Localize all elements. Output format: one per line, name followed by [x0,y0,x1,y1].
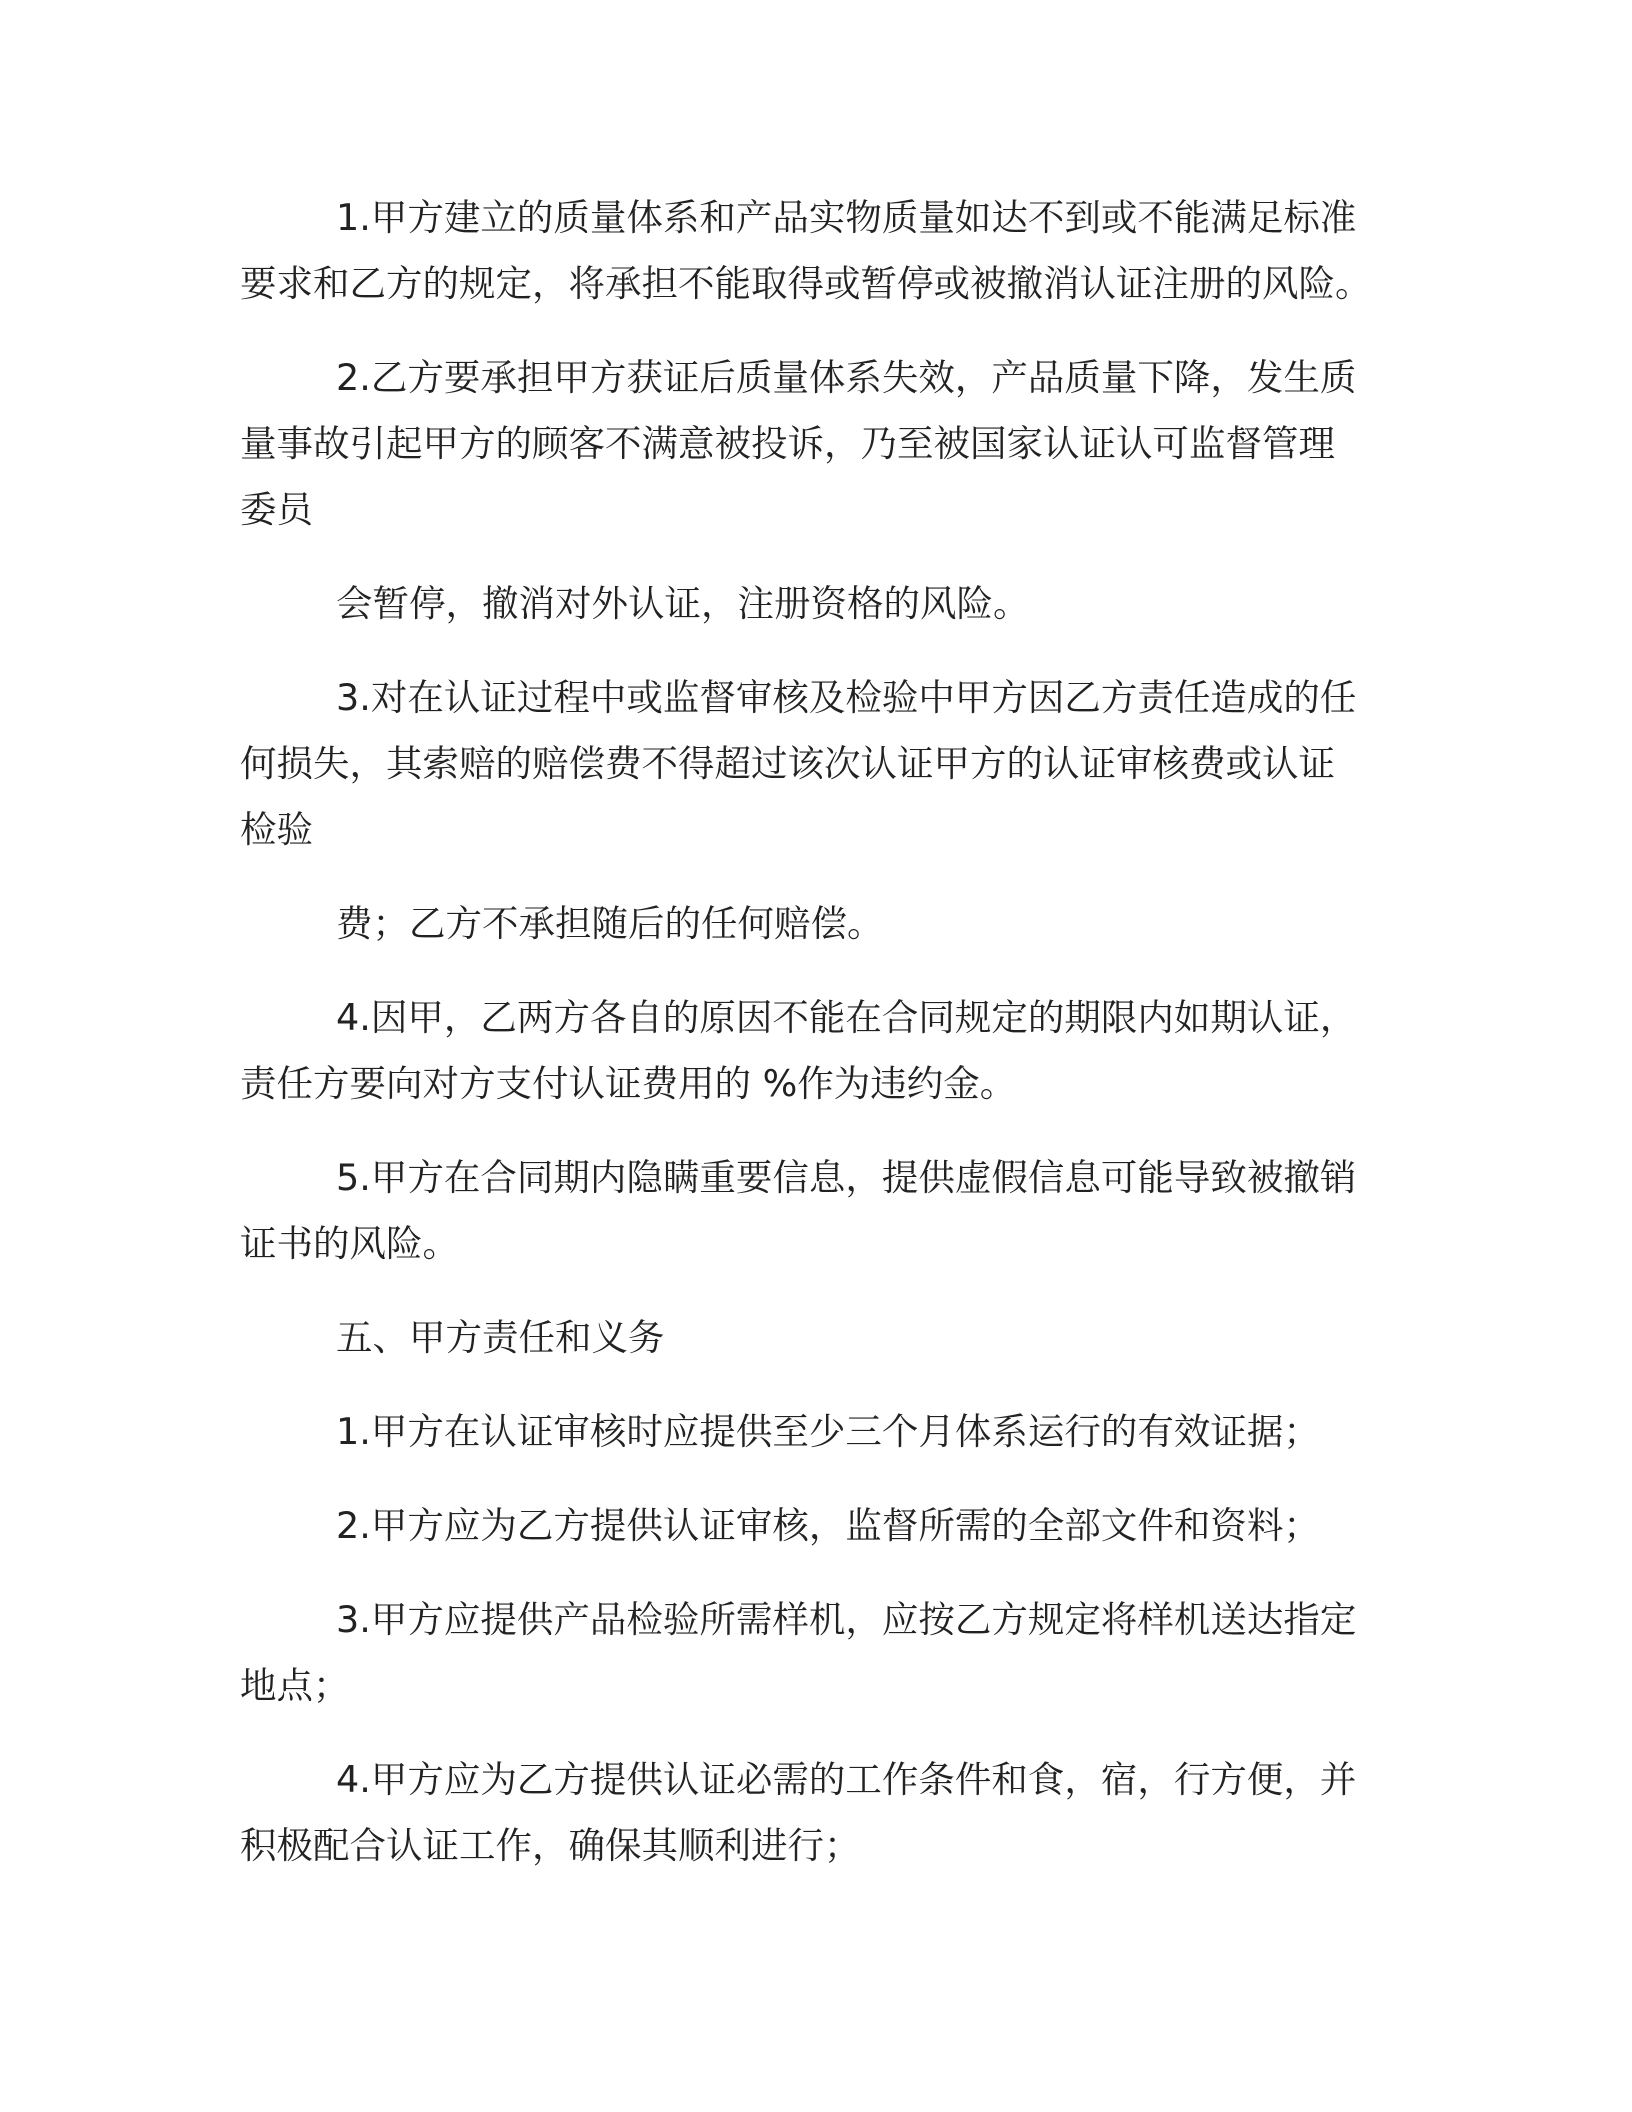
text-line-5: 委员 [240,488,313,531]
text-line-8: 何损失，其索赔的赔偿费不得超过该次认证甲方的认证审核费或认证 [240,742,1335,785]
text-line-19: 地点； [240,1664,350,1707]
text-line-12: 责任方要向对方支付认证费用的 %作为违约金。 [240,1062,1017,1105]
text-line-4: 量事故引起甲方的顾客不满意被投诉，乃至被国家认证认可监督管理 [240,422,1335,465]
text-line-20: 4.甲方应为乙方提供认证必需的工作条件和食，宿，行方便，并 [336,1758,1357,1801]
text-line-3: 2.乙方要承担甲方获证后质量体系失效，产品质量下降，发生质 [336,356,1357,399]
text-line-10: 费；乙方不承担随后的任何赔偿。 [336,902,884,945]
text-line-6: 会暂停，撤消对外认证，注册资格的风险。 [336,582,1030,625]
text-line-1: 1.甲方建立的质量体系和产品实物质量如达不到或不能满足标准 [336,196,1357,239]
section-heading: 五、甲方责任和义务 [336,1316,665,1359]
text-line-14: 证书的风险。 [240,1222,459,1265]
text-line-17: 2.甲方应为乙方提供认证审核，监督所需的全部文件和资料； [336,1504,1320,1547]
text-line-7: 3.对在认证过程中或监督审核及检验中甲方因乙方责任造成的任 [336,676,1357,719]
text-line-2: 要求和乙方的规定，将承担不能取得或暂停或被撤消认证注册的风险。 [240,262,1372,305]
text-line-9: 检验 [240,808,313,851]
text-line-21: 积极配合认证工作，确保其顺利进行； [240,1824,861,1867]
text-line-11: 4.因甲，乙两方各自的原因不能在合同规定的期限内如期认证， [336,996,1357,1039]
text-line-13: 5.甲方在合同期内隐瞒重要信息，提供虚假信息可能导致被撤销 [336,1156,1357,1199]
text-line-18: 3.甲方应提供产品检验所需样机，应按乙方规定将样机送达指定 [336,1598,1357,1641]
text-line-16: 1.甲方在认证审核时应提供至少三个月体系运行的有效证据； [336,1410,1320,1453]
